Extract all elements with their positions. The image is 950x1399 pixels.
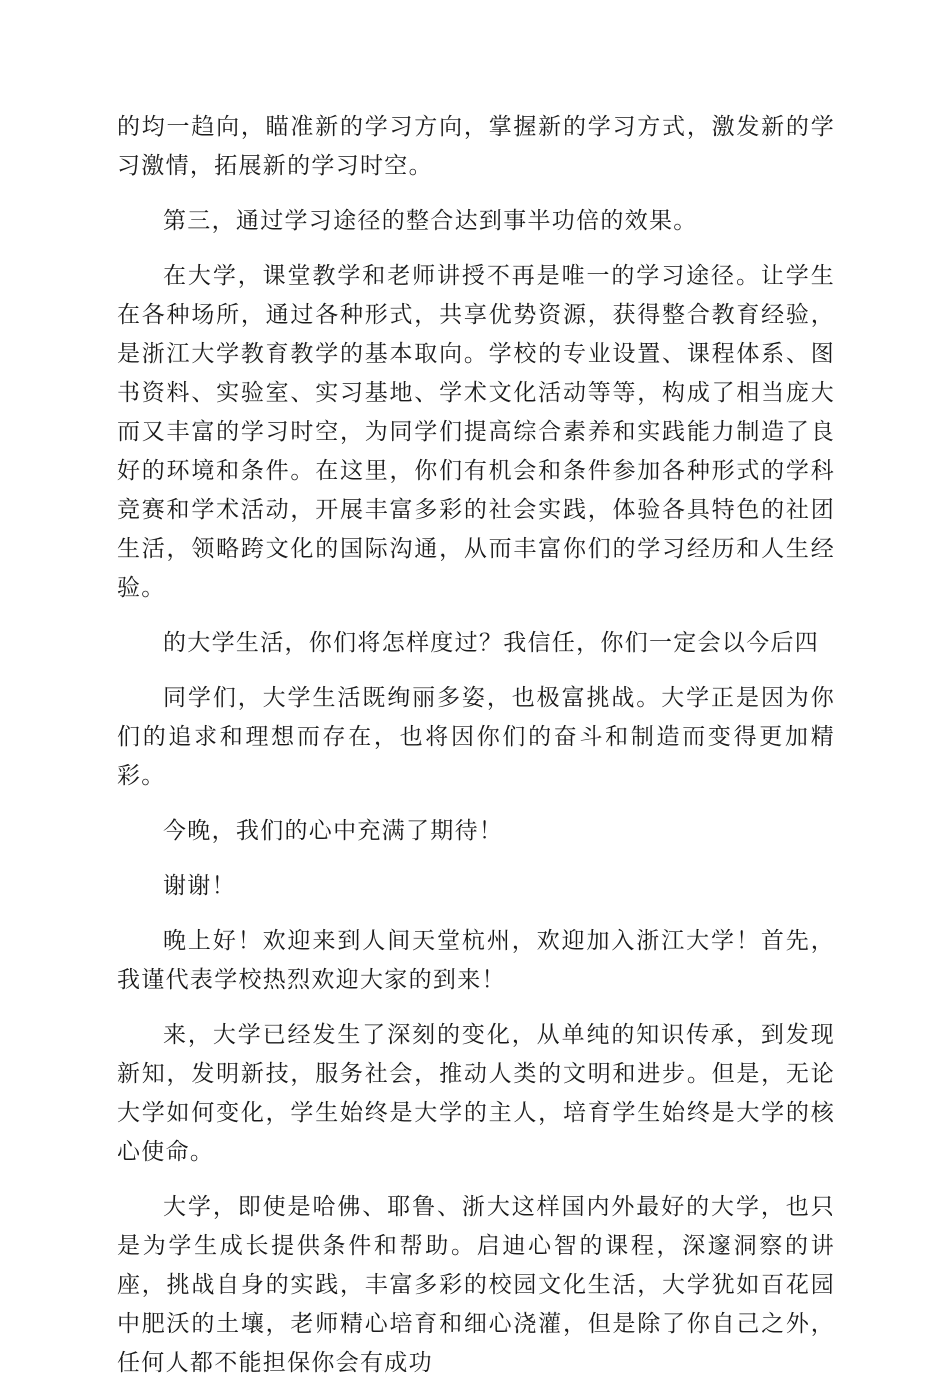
paragraph-3: 在大学，课堂教学和老师讲授不再是唯一的学习途径。让学生在各种场所，通过各种形式，共享优势资源，获得整合教育经验，是浙江大学教育教学的基本取向。学校的专业设置、课程体系、图书资料、实验室、实习基地、学术文化活动等等，构成了相当庞大而又丰富的学习时空，为同学们提高综合素养和实践能力制造了良好的环境和条件。在这里，你们有机会和条件参加各种形式的学科竞赛和学术活动，开展丰富多彩的社会实践，体验各具特色的社团生活，领略跨文化的国际沟通，从而丰富你们的学习经历和人生经验。 <box>117 263 835 601</box>
paragraph-1: 的均一趋向，瞄准新的学习方向，掌握新的学习方式，激发新的学习激情，拓展新的学习时空。 <box>117 114 835 179</box>
paragraph-6: 今晚，我们的心中充满了期待！ <box>163 818 504 844</box>
paragraph-10: 大学，即使是哈佛、耶鲁、浙大这样国内外最好的大学，也只是为学生成长提供条件和帮助。启迪心智的课程，深邃洞察的讲座，挑战自身的实践，丰富多彩的校园文化生活，大学犹如百花园中肥沃的土壤，老师精心培育和细心浇灌，但是除了你自己之外，任何人都不能担保你会有成功 <box>117 1194 835 1376</box>
paragraph-2: 第三，通过学习途径的整合达到事半功倍的效果。 <box>163 208 698 234</box>
paragraph-9: 来，大学已经发生了深刻的变化，从单纯的知识传承，到发现新知，发明新技，服务社会，推动人类的文明和进步。但是，无论大学如何变化，学生始终是大学的主人，培育学生始终是大学的核心使命。 <box>117 1022 835 1165</box>
paragraph-8: 晚上好！欢迎来到人间天堂杭州，欢迎加入浙江大学！首先，我谨代表学校热烈欢迎大家的到来！ <box>117 928 835 993</box>
document-body <box>117 108 835 1399</box>
paragraph-5: 同学们，大学生活既绚丽多姿，也极富挑战。大学正是因为你们的追求和理想而存在，也将因你们的奋斗和制造而变得更加精彩。 <box>117 685 835 789</box>
paragraph-7: 谢谢！ <box>163 873 236 899</box>
paragraph-4: 的大学生活，你们将怎样度过？我信任，你们一定会以今后四 <box>163 630 820 656</box>
